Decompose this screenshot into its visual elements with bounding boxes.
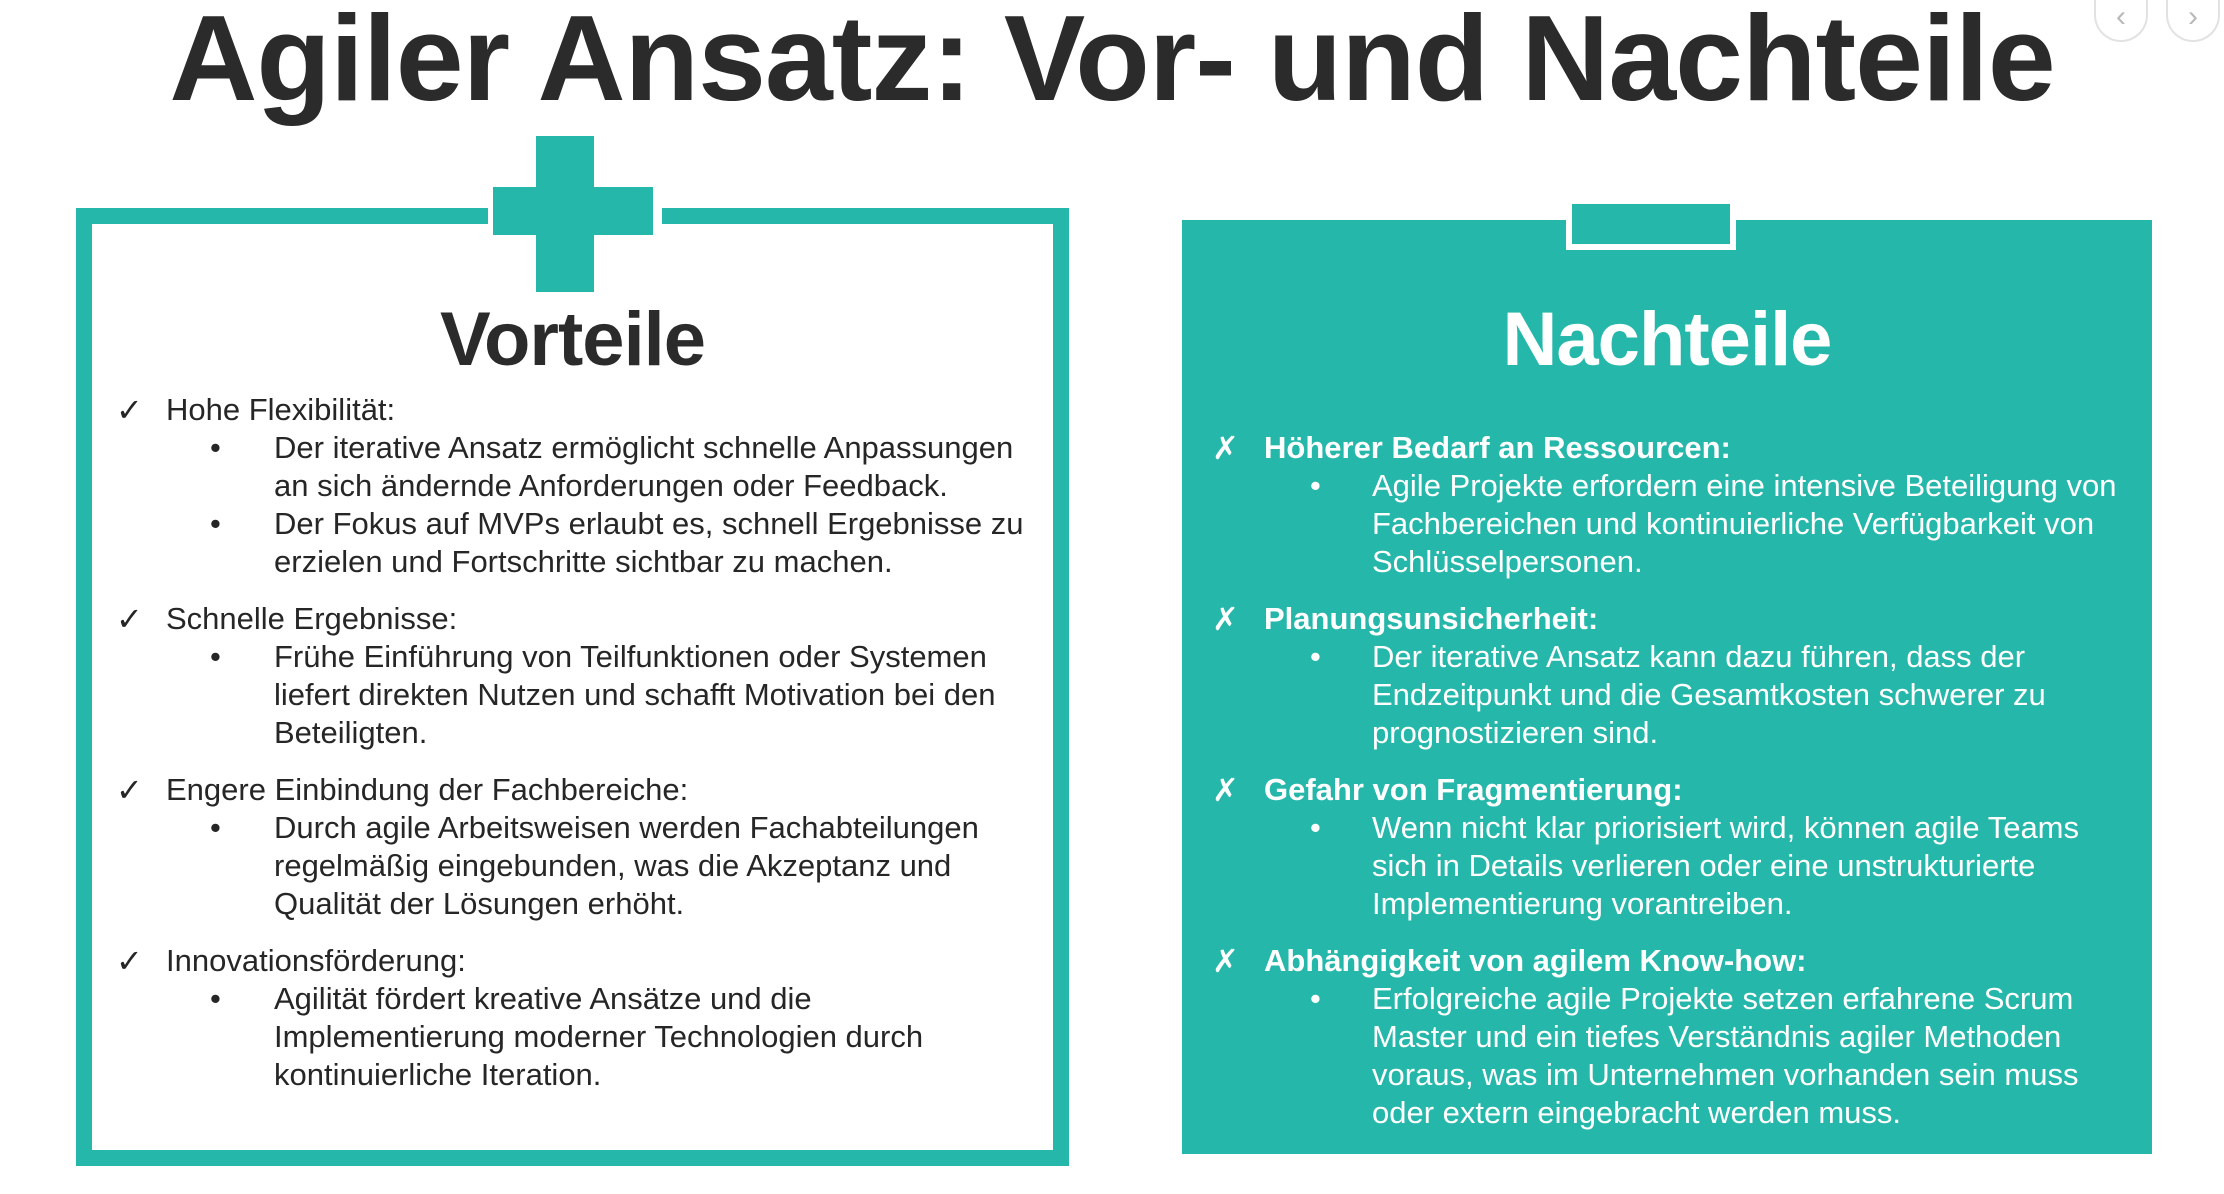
bullet-text: Durch agile Arbeitsweisen werden Fachabteilungen regelmäßig eingebunden, was die Akzeptanz und Qualität der Lösungen erhöht. <box>274 810 979 921</box>
bullet-icon: • <box>210 506 221 541</box>
pro-item <box>116 600 1036 752</box>
bullet-text: Der Fokus auf MVPs erlaubt es, schnell Ergebnisse zu erzielen und Fortschritte sichtbar zu machen. <box>274 506 1024 579</box>
chevron-left-icon: ‹ <box>2116 0 2126 33</box>
bullet-point <box>1212 980 2132 1132</box>
item-points <box>1212 980 2132 1132</box>
bullet-text: Frühe Einführung von Teilfunktionen oder Systemen liefert direkten Nutzen und schafft Motivation bei den Beteiligten. <box>274 639 996 750</box>
bullet-point <box>116 809 1036 923</box>
bullet-icon: • <box>1310 468 1321 503</box>
item-points <box>116 429 1036 581</box>
checkmark-icon: ✓ <box>116 943 143 979</box>
con-item <box>1212 942 2132 1132</box>
pro-item <box>116 391 1036 581</box>
bullet-icon: • <box>1310 810 1321 845</box>
con-item <box>1212 600 2132 752</box>
bullet-icon: • <box>1310 981 1321 1016</box>
cons-list <box>1212 429 2132 1151</box>
item-title: Engere Einbindung der Fachbereiche: <box>166 772 689 807</box>
cons-heading: Nachteile <box>1502 297 1832 382</box>
checkmark-icon: ✓ <box>116 392 143 428</box>
checkmark-icon: ✓ <box>116 601 143 637</box>
bullet-icon: • <box>210 639 221 674</box>
bullet-point <box>1212 638 2132 752</box>
bullet-icon: • <box>210 430 221 465</box>
bullet-point <box>116 638 1036 752</box>
cross-icon: ✗ <box>1212 943 1239 979</box>
pros-list <box>116 391 1036 1113</box>
cross-icon: ✗ <box>1212 430 1239 466</box>
cross-icon: ✗ <box>1212 772 1239 808</box>
con-item <box>1212 771 2132 923</box>
pro-item <box>116 942 1036 1094</box>
item-title: Hohe Flexibilität: <box>166 392 396 427</box>
minus-icon <box>1566 198 1736 250</box>
bullet-point <box>1212 467 2132 581</box>
cross-icon: ✗ <box>1212 601 1239 637</box>
plus-icon-bar <box>493 187 653 235</box>
bullet-icon: • <box>210 981 221 1016</box>
bullet-text: Agilität fördert kreative Ansätze und die Implementierung moderner Technologien durch kontinuierliche Iteration. <box>274 981 924 1092</box>
bullet-text: Der iterative Ansatz ermöglicht schnelle Anpassungen an sich ändernde Anforderungen oder Feedback. <box>274 430 1014 503</box>
item-points <box>116 638 1036 752</box>
con-item <box>1212 429 2132 581</box>
page-title: Agiler Ansatz: Vor- und Nachteile <box>169 0 2055 126</box>
item-title: Abhängigkeit von agilem Know-how: <box>1264 943 1807 978</box>
bullet-icon: • <box>1310 639 1321 674</box>
item-points <box>116 980 1036 1094</box>
pros-heading: Vorteile <box>439 297 706 382</box>
item-points <box>116 809 1036 923</box>
item-points <box>1212 638 2132 752</box>
bullet-text: Erfolgreiche agile Projekte setzen erfahrene Scrum Master und ein tiefes Verständnis agiler Methoden voraus, was im Unternehmen vorhanden sein muss oder extern eingebracht werden muss. <box>1372 981 2079 1130</box>
item-title: Höherer Bedarf an Ressourcen: <box>1264 430 1731 465</box>
chevron-right-icon: › <box>2188 0 2198 33</box>
item-title: Innovationsförderung: <box>166 943 466 978</box>
bullet-point <box>1212 809 2132 923</box>
item-points <box>1212 467 2132 581</box>
item-title: Schnelle Ergebnisse: <box>166 601 458 636</box>
item-title: Planungsunsicherheit: <box>1264 601 1599 636</box>
bullet-point <box>116 980 1036 1094</box>
item-points <box>1212 809 2132 923</box>
bullet-point <box>116 505 1036 581</box>
item-title: Gefahr von Fragmentierung: <box>1264 772 1683 807</box>
bullet-text: Wenn nicht klar priorisiert wird, können agile Teams sich in Details verlieren oder eine unstrukturierte Implementierung vorantreiben. <box>1372 810 2080 921</box>
bullet-icon: • <box>210 810 221 845</box>
bullet-text: Agile Projekte erfordern eine intensive Beteiligung von Fachbereichen und kontinuierliche Verfügbarkeit von Schlüsselpersonen. <box>1372 468 2117 579</box>
bullet-text: Der iterative Ansatz kann dazu führen, dass der Endzeitpunkt und die Gesamtkosten schwerer zu prognostizieren sind. <box>1372 639 2046 750</box>
pro-item <box>116 771 1036 923</box>
bullet-point <box>116 429 1036 505</box>
checkmark-icon: ✓ <box>116 772 143 808</box>
